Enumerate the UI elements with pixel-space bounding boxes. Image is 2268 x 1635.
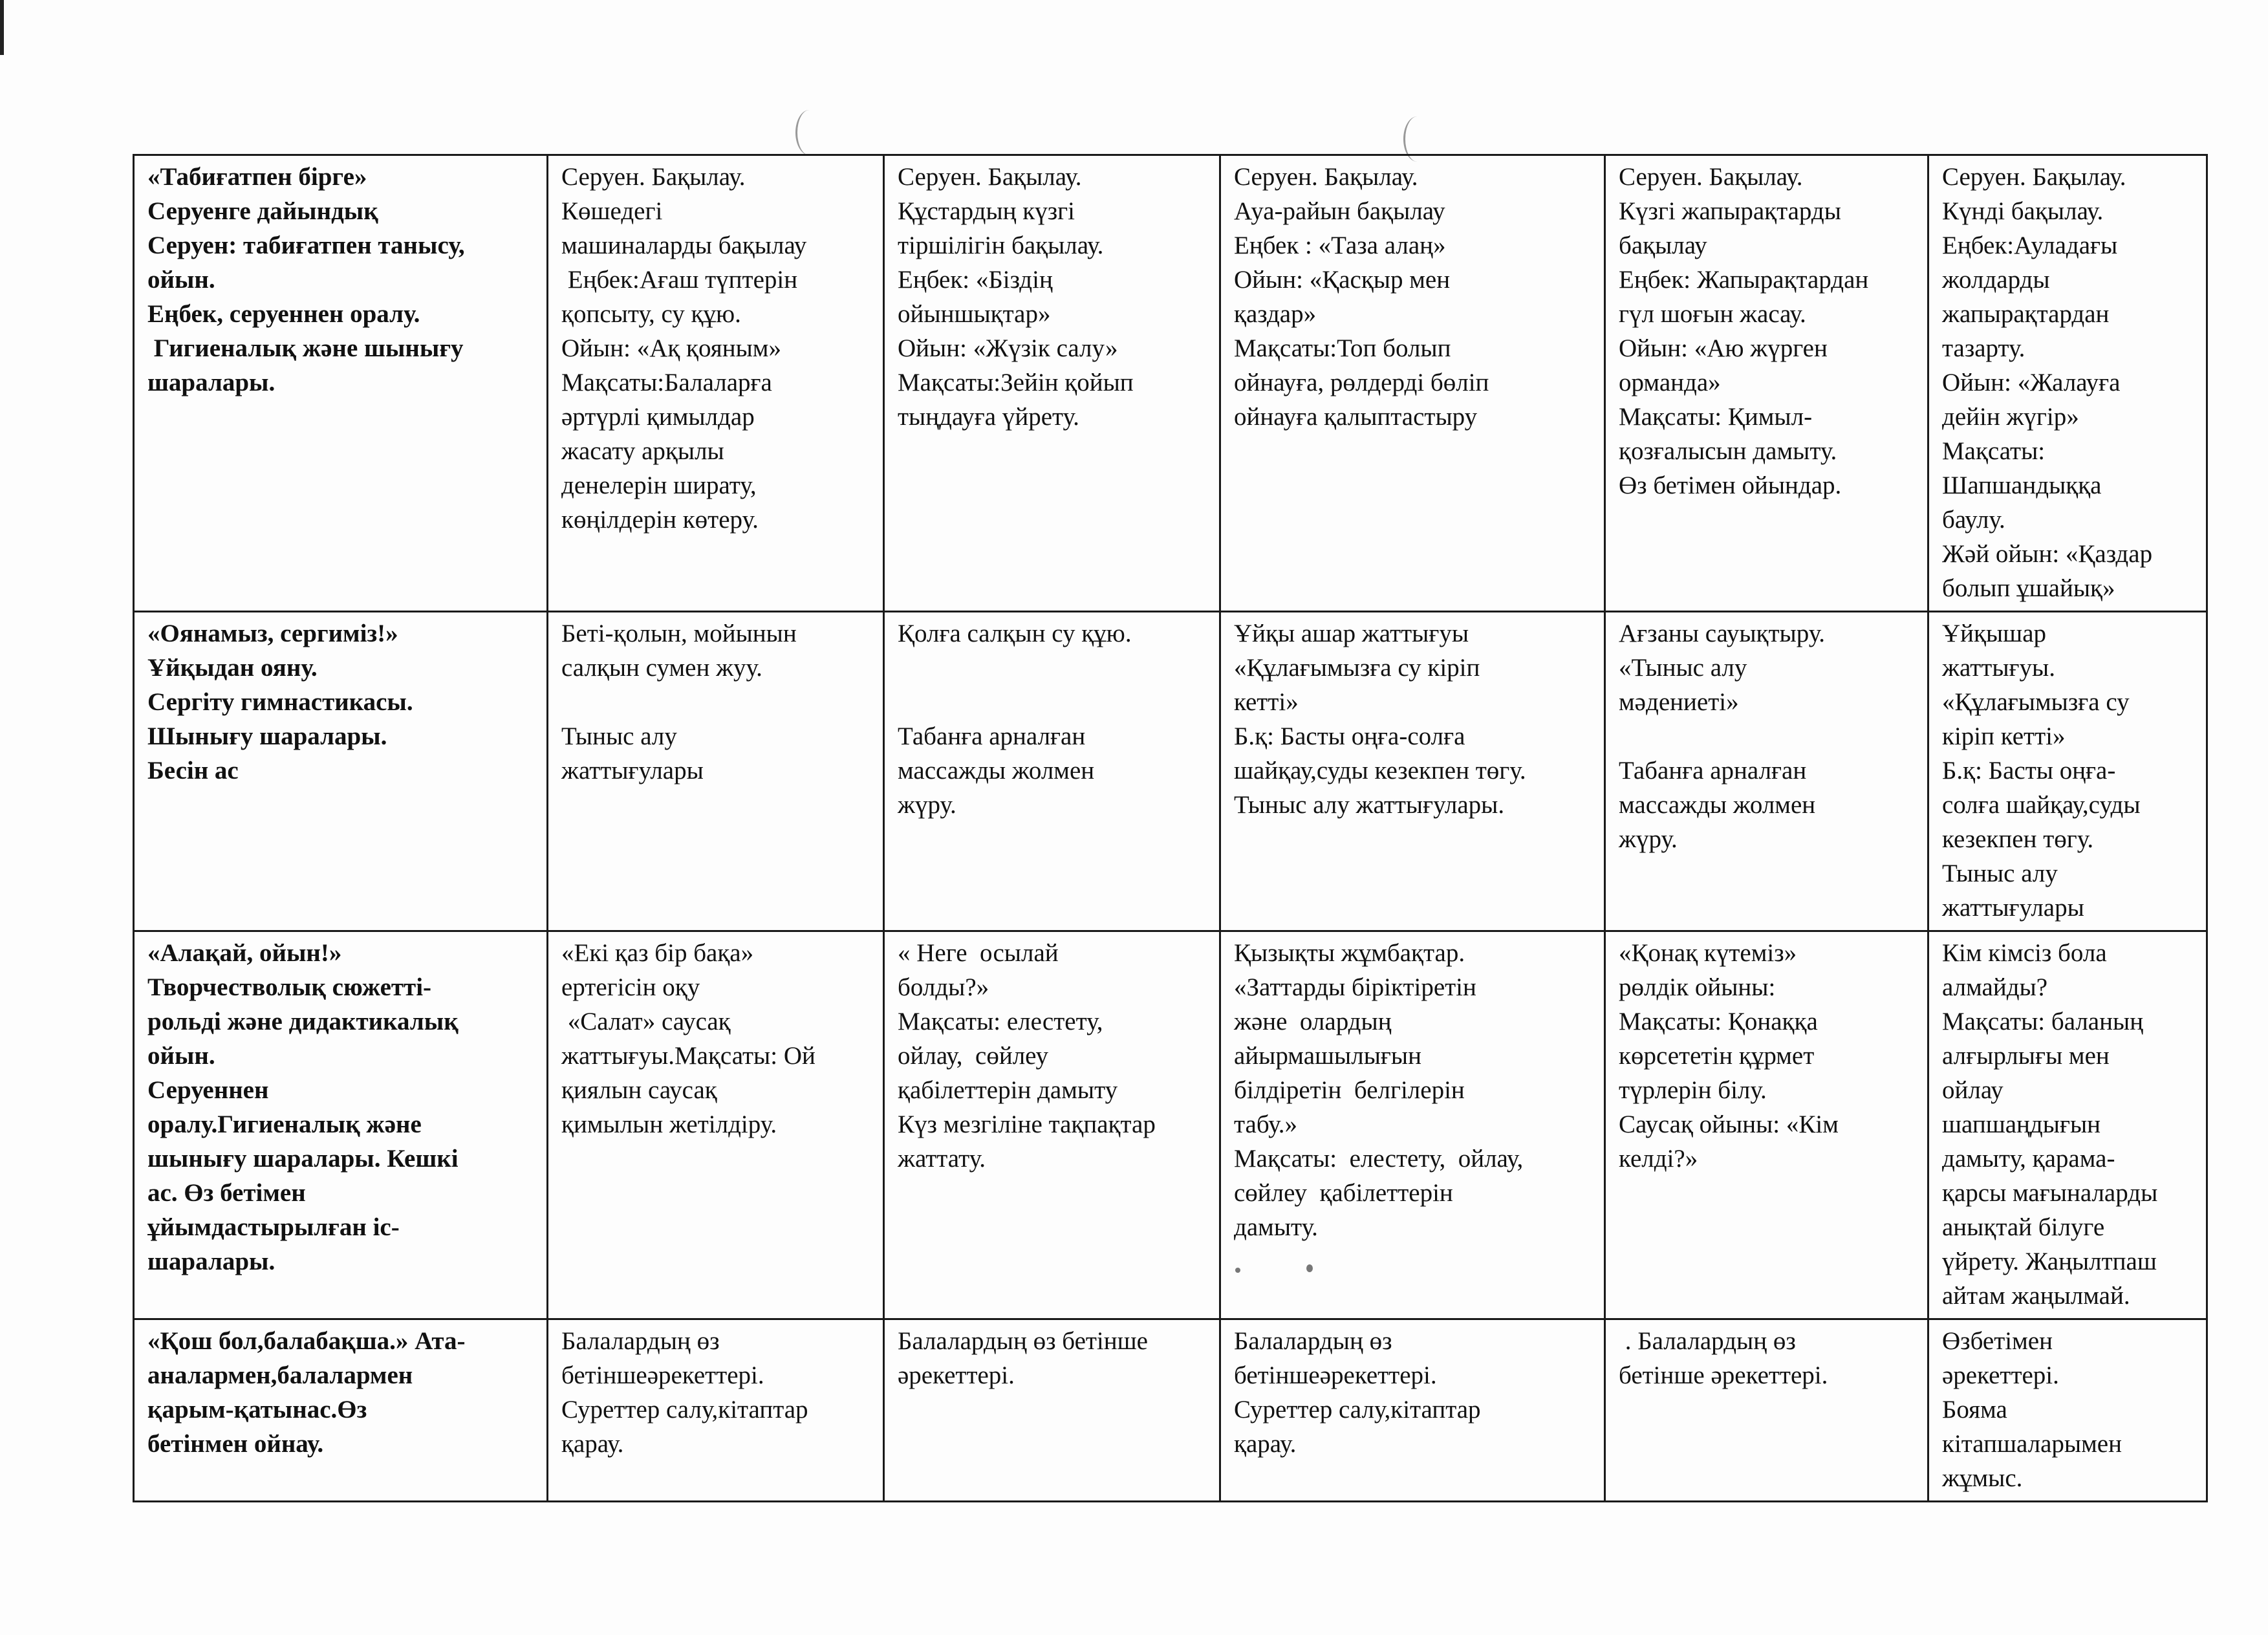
cell-text-line: көрсететін құрмет: [1619, 1042, 1815, 1070]
cell-text-line: ойнауға, рөлдерді бөліп: [1234, 369, 1489, 396]
day-3-cell: [1220, 155, 1605, 612]
cell-text-line: Еңбек : «Таза алаң»: [1234, 232, 1446, 259]
daily-plan-table-body: [134, 155, 2207, 1502]
cell-text-line: Тыныс алу: [1942, 860, 2058, 887]
table-row: [134, 1319, 2207, 1502]
cell-text-line: Өз бетімен ойындар.: [1619, 471, 1842, 499]
cell-text-line: гүл шоғын жасау.: [1619, 300, 1806, 328]
cell-text-line: Саусақ ойыны: «Кім: [1619, 1110, 1839, 1138]
cell-text-line: қаздар»: [1234, 300, 1317, 328]
cell-text-line: жаттату.: [898, 1145, 986, 1173]
cell-text-line: Балалардың өз: [561, 1327, 720, 1355]
cell-text-line: әрекеттері.: [898, 1361, 1015, 1389]
cell-text-line: қабілеттерін дамыту: [898, 1076, 1118, 1104]
cell-text-line: Гигиеналық және шынығу: [147, 334, 464, 362]
cell-text-line: ойнауға қалыптастыру: [1234, 403, 1478, 431]
table-row: [134, 155, 2207, 612]
cell-text-line: Сергіту гимнастикасы.: [147, 688, 413, 716]
cell-text-line: бетіншеәрекеттері.: [1234, 1361, 1437, 1389]
cell-text-line: айтам жаңылмай.: [1942, 1282, 2130, 1310]
cell-text-line: ас. Өз бетімен: [147, 1179, 306, 1207]
day-1-cell: [548, 931, 884, 1319]
cell-text-line: жүру.: [1619, 825, 1678, 853]
cell-text-line: қарау.: [561, 1430, 624, 1458]
cell-text-line: кезекпен төгу.: [1942, 825, 2094, 853]
cell-text-line: және олардың: [1234, 1008, 1392, 1035]
cell-text-line: кітапшаларымен: [1942, 1430, 2122, 1458]
cell-text-line: Мақсаты:Топ болып: [1234, 334, 1451, 362]
cell-text-line: түрлерін білу.: [1619, 1076, 1767, 1104]
cell-text-line: денелерін ширату,: [561, 471, 757, 499]
cell-text-line: Ойын: «Ақ қояным»: [561, 334, 781, 362]
day-4-cell: [1605, 931, 1928, 1319]
day-1-cell: [548, 155, 884, 612]
cell-text-line: «Заттарды біріктіретін: [1234, 973, 1476, 1001]
cell-text-line: Мақсаты: баланың: [1942, 1008, 2144, 1035]
cell-text-line: Өзбетімен: [1942, 1327, 2053, 1355]
cell-text-line: шайқау,суды кезекпен төгу.: [1234, 757, 1526, 785]
day-2-cell: [884, 155, 1220, 612]
blank-line: [1619, 719, 1919, 753]
cell-text-line: массажды жолмен: [898, 757, 1095, 785]
cell-text-line: Суреттер салу,кітаптар: [1234, 1396, 1481, 1424]
day-3-cell: [1220, 931, 1605, 1319]
blank-line: [898, 651, 1211, 685]
cell-text-line: анықтай білуге: [1942, 1213, 2105, 1241]
cell-text-line: Ойын: «Қасқыр мен: [1234, 266, 1451, 294]
cell-text-line: Табанға арналған: [898, 722, 1086, 750]
activity-label-cell: [134, 612, 548, 931]
cell-text-line: жолдарды: [1942, 266, 2050, 294]
cell-text-line: бетінше әрекеттері.: [1619, 1361, 1828, 1389]
cell-text-line: білдіретін белгілерін: [1234, 1076, 1465, 1104]
cell-text-line: Жәй ойын: «Қаздар: [1942, 540, 2153, 568]
cell-text-line: қопсыту, су құю.: [561, 300, 741, 328]
daily-plan-table: [133, 154, 2208, 1502]
day-5-cell: [1928, 1319, 2207, 1502]
cell-text-line: машиналарды бақылау: [561, 232, 807, 259]
cell-text-line: дейін жүгір»: [1942, 403, 2079, 431]
day-5-cell: [1928, 612, 2207, 931]
cell-text-line: Еңбек:Ауладағы: [1942, 232, 2118, 259]
cell-text-line: ұйымдастырылған іс-: [147, 1213, 400, 1241]
cell-text-line: сөйлеу қабілеттерін: [1234, 1179, 1453, 1207]
cell-text-line: ойын.: [147, 1042, 215, 1070]
cell-text-line: көңілдерін көтеру.: [561, 506, 759, 534]
cell-text-line: қимылын жетілдіру.: [561, 1110, 777, 1138]
cell-text-line: Ойын: «Жалауға: [1942, 369, 2121, 396]
cell-text-line: Серуен. Бақылау.: [1234, 163, 1418, 191]
cell-text-line: жаттығуы.: [1942, 654, 2055, 682]
cell-text-line: Ағзаны сауықтыру.: [1619, 620, 1826, 647]
cell-text-line: шаралары.: [147, 1248, 275, 1275]
cell-text-line: Б.қ: Басты оңға-: [1942, 757, 2116, 785]
cell-text-line: тіршілігін бақылау.: [898, 232, 1104, 259]
cell-text-line: «Салат» саусақ: [561, 1008, 731, 1035]
cell-text-line: табу.»: [1234, 1110, 1298, 1138]
cell-text-line: «Тыныс алу: [1619, 654, 1747, 682]
cell-text-line: Серуен. Бақылау.: [1942, 163, 2126, 191]
cell-text-line: Қолға салқын су құю.: [898, 620, 1132, 647]
day-2-cell: [884, 931, 1220, 1319]
cell-text-line: жүру.: [898, 791, 956, 819]
cell-text-line: Кім кімсіз бола: [1942, 939, 2107, 967]
scan-arc-mark: [795, 110, 823, 155]
cell-text-line: «Құлағымызға су: [1942, 688, 2130, 716]
day-1-cell: [548, 612, 884, 931]
cell-text-line: айырмашылығын: [1234, 1042, 1421, 1070]
activity-label-cell: [134, 1319, 548, 1502]
cell-text-line: жұмыс.: [1942, 1464, 2023, 1492]
cell-text-line: ойлау: [1942, 1076, 2003, 1104]
cell-text-line: орманда»: [1619, 369, 1721, 396]
cell-text-line: Күнді бақылау.: [1942, 197, 2104, 225]
cell-text-line: Балалардың өз бетінше: [898, 1327, 1148, 1355]
cell-text-line: Серуенге дайындық: [147, 197, 378, 225]
cell-text-line: солға шайқау,суды: [1942, 791, 2141, 819]
cell-text-line: Көшедегі: [561, 197, 663, 225]
cell-text-line: жасату арқылы: [561, 437, 724, 465]
cell-text-line: Мақсаты:Зейін қойып: [898, 369, 1134, 396]
cell-text-line: алмайды?: [1942, 973, 2048, 1001]
cell-text-line: Бесін ас: [147, 757, 239, 785]
cell-text-line: «Оянамыз, сергиміз!»: [147, 620, 398, 647]
cell-text-line: Тыныс алу: [561, 722, 677, 750]
cell-text-line: жаттығулары: [561, 757, 704, 785]
cell-text-line: ойыншықтар»: [898, 300, 1051, 328]
day-4-cell: [1605, 612, 1928, 931]
table-row: [134, 612, 2207, 931]
cell-text-line: Ұйқыдан ояну.: [147, 654, 318, 682]
cell-text-line: мәдениеті»: [1619, 688, 1739, 716]
cell-text-line: Ұйқы ашар жаттығуы: [1234, 620, 1469, 647]
cell-text-line: болды?»: [898, 973, 989, 1001]
blank-line: [898, 685, 1211, 719]
cell-text-line: Серуен. Бақылау.: [898, 163, 1082, 191]
cell-text-line: Ойын: «Жүзік салу»: [898, 334, 1118, 362]
cell-text-line: жаттығулары: [1942, 894, 2084, 922]
cell-text-line: Мақсаты:Балаларға: [561, 369, 772, 396]
activity-label-cell: [134, 155, 548, 612]
cell-text-line: бетінмен ойнау.: [147, 1430, 324, 1458]
scan-edge-mark: [0, 0, 4, 55]
cell-text-line: дамыту, қарама-: [1942, 1145, 2115, 1173]
cell-text-line: ойлау, сөйлеу: [898, 1042, 1048, 1070]
cell-text-line: тазарту.: [1942, 334, 2025, 362]
cell-text-line: ертегісін оқу: [561, 973, 700, 1001]
cell-text-line: болып ұшайық»: [1942, 574, 2115, 602]
cell-text-line: «Табиғатпен бірге»: [147, 163, 367, 191]
day-4-cell: [1605, 1319, 1928, 1502]
day-5-cell: [1928, 931, 2207, 1319]
cell-text-line: Қызықты жұмбақтар.: [1234, 939, 1465, 967]
day-2-cell: [884, 612, 1220, 931]
cell-text-line: Тыныс алу жаттығулары.: [1234, 791, 1505, 819]
cell-text-line: Балалардың өз: [1234, 1327, 1392, 1355]
cell-text-line: Еңбек: «Біздің: [898, 266, 1053, 294]
cell-text-line: Күз мезгіліне тақпақтар: [898, 1110, 1156, 1138]
cell-text-line: шаралары.: [147, 369, 275, 396]
cell-text-line: қарау.: [1234, 1430, 1297, 1458]
cell-text-line: қарсы мағыналарды: [1942, 1179, 2158, 1207]
table-row: [134, 931, 2207, 1319]
day-2-cell: [884, 1319, 1220, 1502]
cell-text-line: алғырлығы мен: [1942, 1042, 2110, 1070]
cell-text-line: жапырақтардан: [1942, 300, 2110, 328]
activity-label-cell: [134, 931, 548, 1319]
cell-text-line: бақылау: [1619, 232, 1707, 259]
cell-text-line: Серуен: табиғатпен танысу,: [147, 232, 465, 259]
cell-text-line: қарым-қатынас.Өз: [147, 1396, 367, 1424]
cell-text-line: Серуен. Бақылау.: [561, 163, 746, 191]
blank-line: [561, 685, 875, 719]
day-4-cell: [1605, 155, 1928, 612]
cell-text-line: оралу.Гигиеналық және: [147, 1110, 422, 1138]
cell-text-line: қиялын саусақ: [561, 1076, 717, 1104]
cell-text-line: массажды жолмен: [1619, 791, 1816, 819]
cell-text-line: Ауа-райын бақылау: [1234, 197, 1445, 225]
cell-text-line: Мақсаты: елестету, ойлау,: [1234, 1145, 1524, 1173]
cell-text-line: салқын сумен жуу.: [561, 654, 762, 682]
cell-text-line: Беті-қолын, мойынын: [561, 620, 797, 647]
cell-text-line: тыңдауға үйрету.: [898, 403, 1079, 431]
cell-text-line: шапшаңдығын: [1942, 1110, 2101, 1138]
cell-text-line: Еңбек: Жапырақтардан: [1619, 266, 1869, 294]
cell-text-line: «Қош бол,балабақша.» Ата-: [147, 1327, 466, 1355]
cell-text-line: шынығу шаралары. Кешкі: [147, 1145, 459, 1173]
cell-text-line: дамыту.: [1234, 1213, 1318, 1241]
cell-text-line: Ойын: «Аю жүрген: [1619, 334, 1828, 362]
cell-text-line: аналармен,балалармен: [147, 1361, 413, 1389]
cell-text-line: әртүрлі қимылдар: [561, 403, 755, 431]
cell-text-line: рольді және дидактикалық: [147, 1008, 459, 1035]
cell-text-line: «Құлағымызға су кіріп: [1234, 654, 1480, 682]
cell-text-line: Күзгі жапырақтарды: [1619, 197, 1841, 225]
cell-text-line: «Алақай, ойын!»: [147, 939, 342, 967]
cell-text-line: үйрету. Жаңылтпаш: [1942, 1248, 2157, 1275]
cell-text-line: « Неге осылай: [898, 939, 1059, 967]
cell-text-line: Творчестволық сюжетті-: [147, 973, 432, 1001]
cell-text-line: Серуен. Бақылау.: [1619, 163, 1803, 191]
day-1-cell: [548, 1319, 884, 1502]
cell-text-line: жаттығуы.Мақсаты: Ой: [561, 1042, 815, 1070]
cell-text-line: бетіншеәрекеттері.: [561, 1361, 764, 1389]
cell-text-line: рөлдік ойыны:: [1619, 973, 1776, 1001]
cell-text-line: әрекеттері.: [1942, 1361, 2059, 1389]
cell-text-line: «Екі қаз бір бақа»: [561, 939, 754, 967]
cell-text-line: Еңбек:Ағаш түптерін: [561, 266, 798, 294]
cell-text-line: Еңбек, серуеннен оралу.: [147, 300, 420, 328]
cell-text-line: Серуеннен: [147, 1076, 269, 1104]
cell-text-line: келді?»: [1619, 1145, 1698, 1173]
day-3-cell: [1220, 1319, 1605, 1502]
day-5-cell: [1928, 155, 2207, 612]
cell-text-line: Шапшандыққа: [1942, 471, 2102, 499]
cell-text-line: «Қонақ күтеміз»: [1619, 939, 1797, 967]
cell-text-line: ойын.: [147, 266, 215, 294]
cell-text-line: Мақсаты: Қимыл-: [1619, 403, 1813, 431]
cell-text-line: баулу.: [1942, 506, 2005, 534]
document-page: [133, 154, 2208, 1502]
cell-text-line: кіріп кетті»: [1942, 722, 2066, 750]
cell-text-line: Мақсаты: елестету,: [898, 1008, 1103, 1035]
cell-text-line: . Балалардың өз: [1619, 1327, 1796, 1355]
cell-text-line: кетті»: [1234, 688, 1299, 716]
cell-text-line: Ұйқышар: [1942, 620, 2047, 647]
cell-text-line: Б.қ: Басты оңға-солға: [1234, 722, 1465, 750]
cell-text-line: қозғалысын дамыту.: [1619, 437, 1837, 465]
cell-text-line: Шынығу шаралары.: [147, 722, 387, 750]
cell-text-line: Табанға арналған: [1619, 757, 1807, 785]
day-3-cell: [1220, 612, 1605, 931]
cell-text-line: Суреттер салу,кітаптар: [561, 1396, 808, 1424]
cell-text-line: Мақсаты:: [1942, 437, 2046, 465]
cell-text-line: Мақсаты: Қонаққа: [1619, 1008, 1818, 1035]
cell-text-line: Құстардың күзгі: [898, 197, 1075, 225]
cell-text-line: Бояма: [1942, 1396, 2007, 1424]
